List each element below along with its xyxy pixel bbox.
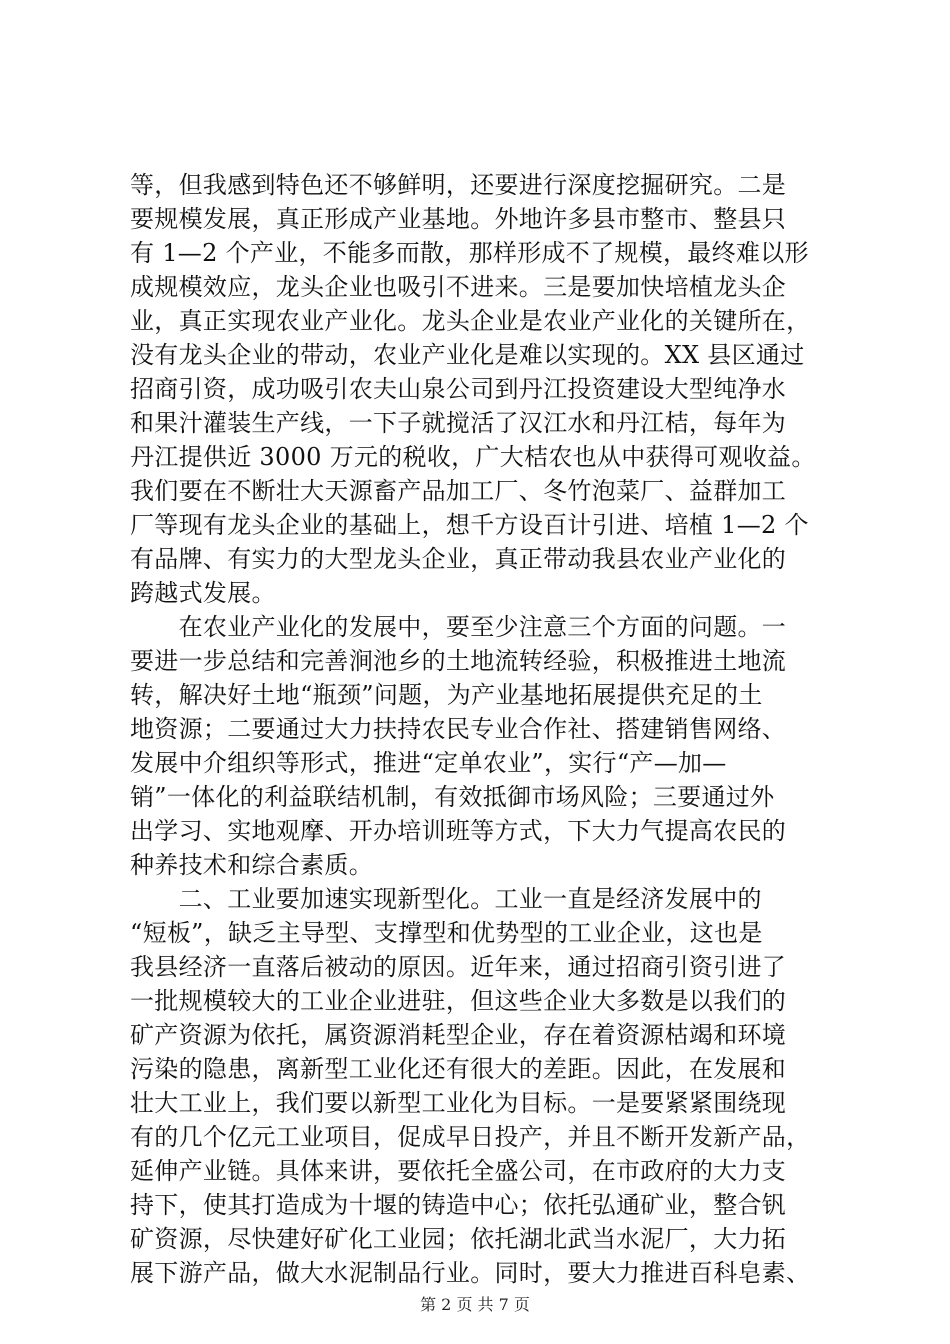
text-line: 种养技术和综合素质。 <box>130 851 373 879</box>
text-line: 我们要在不断壮大天源畜产品加工厂、冬竹泡菜厂、益群加工 <box>130 477 787 505</box>
page-number-footer: 第 2 页 共 7 页 <box>420 1295 530 1314</box>
text-line: 持下，使其打造成为十堰的铸造中心；依托弘通矿业，整合钒 <box>130 1191 787 1219</box>
text-line: 我县经济一直落后被动的原因。近年来，通过招商引资引进了 <box>130 953 787 981</box>
text-line: 二、工业要加速实现新型化。工业一直是经济发展中的 <box>130 885 762 913</box>
text-line: 要进一步总结和完善涧池乡的土地流转经验，积极推进土地流 <box>130 647 787 675</box>
text-line: 壮大工业上，我们要以新型工业化为目标。一是要紧紧围绕现 <box>130 1089 787 1117</box>
text-line: 没有龙头企业的带动，农业产业化是难以实现的。XX 县区通过 <box>130 341 805 369</box>
text-line: 有的几个亿元工业项目，促成早日投产，并且不断开发新产品， <box>130 1123 811 1151</box>
text-line: 和果汁灌装生产线，一下子就搅活了汉江水和丹江桔，每年为 <box>130 409 787 437</box>
text-line: 业，真正实现农业产业化。龙头企业是农业产业化的关键所在， <box>130 307 811 335</box>
text-line: 成规模效应，龙头企业也吸引不进来。三是要加快培植龙头企 <box>130 273 787 301</box>
text-line: 转，解决好土地“瓶颈”问题，为产业基地拓展提供充足的土 <box>130 681 763 709</box>
text-line: 出学习、实地观摩、开办培训班等方式，下大力气提高农民的 <box>130 817 787 845</box>
text-line: 发展中介组织等形式，推进“定单农业”，实行“产—加— <box>130 749 727 777</box>
text-line: 要规模发展，真正形成产业基地。外地许多县市整市、整县只 <box>130 205 787 233</box>
text-line: 延伸产业链。具体来讲，要依托全盛公司，在市政府的大力支 <box>130 1157 787 1185</box>
text-line: “短板”，缺乏主导型、支撑型和优势型的工业企业，这也是 <box>130 919 763 947</box>
text-line: 招商引资，成功吸引农夫山泉公司到丹江投资建设大型纯净水 <box>130 375 787 403</box>
text-line: 跨越式发展。 <box>130 579 276 607</box>
text-line: 厂等现有龙头企业的基础上，想千方设百计引进、培植 1—2 个 <box>130 511 809 539</box>
text-line: 矿产资源为依托，属资源消耗型企业，存在着资源枯竭和环境 <box>130 1021 787 1049</box>
text-line: 丹江提供近 3000 万元的税收，广大桔农也从中获得可观收益。 <box>130 443 816 471</box>
text-line: 展下游产品，做大水泥制品行业。同时，要大力推进百科皂素、 <box>130 1259 811 1287</box>
text-line: 污染的隐患，离新型工业化还有很大的差距。因此，在发展和 <box>130 1055 787 1083</box>
text-line: 等，但我感到特色还不够鲜明，还要进行深度挖掘研究。二是 <box>130 171 787 199</box>
text-line: 在农业产业化的发展中，要至少注意三个方面的问题。一 <box>130 613 787 641</box>
text-line: 地资源；二要通过大力扶持农民专业合作社、搭建销售网络、 <box>130 715 787 743</box>
text-line: 一批规模较大的工业企业进驻，但这些企业大多数是以我们的 <box>130 987 787 1015</box>
text-line: 矿资源，尽快建好矿化工业园；依托湖北武当水泥厂，大力拓 <box>130 1225 787 1253</box>
text-line: 销”一体化的利益联结机制，有效抵御市场风险；三要通过外 <box>130 783 775 811</box>
text-line: 有 1—2 个产业，不能多而散，那样形成不了规模，最终难以形 <box>130 239 809 267</box>
document-body <box>130 168 860 1290</box>
text-line: 有品牌、有实力的大型龙头企业，真正带动我县农业产业化的 <box>130 545 787 573</box>
